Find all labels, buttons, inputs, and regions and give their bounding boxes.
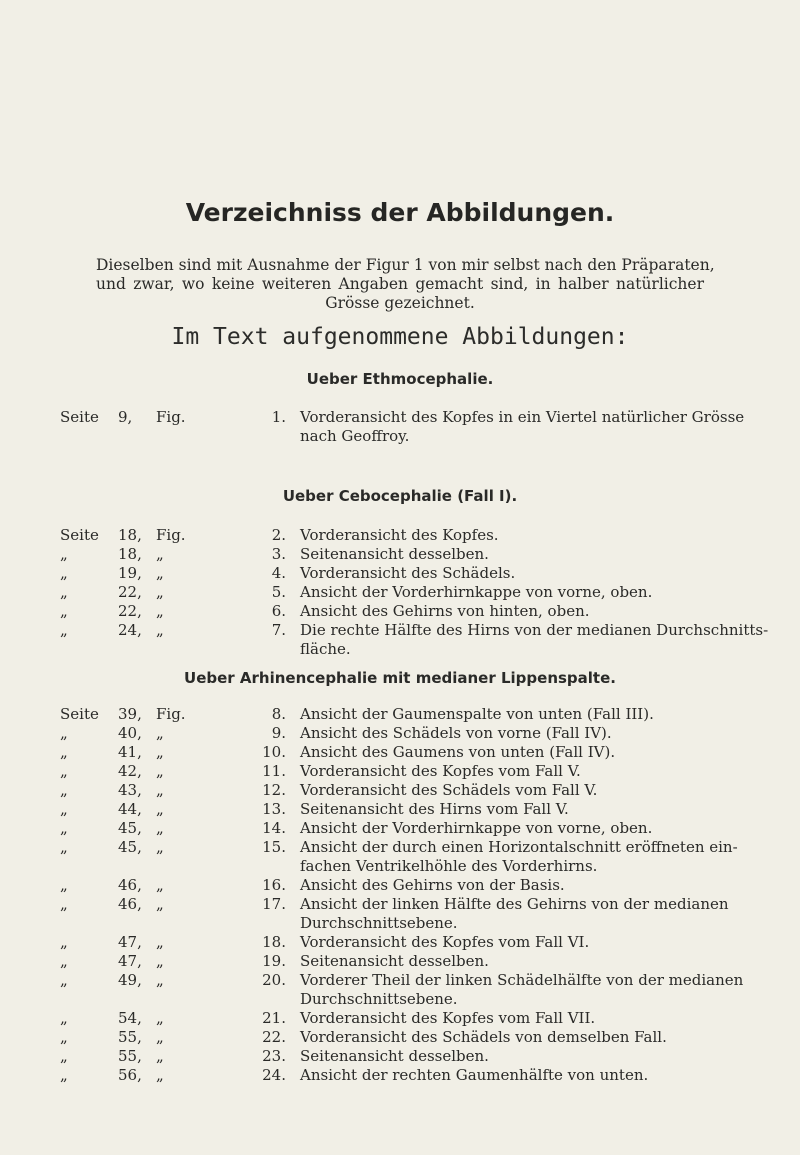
entry-seite-label: „ (60, 583, 68, 601)
entry-seite-label: „ (60, 724, 68, 742)
entry-seite-label: „ (60, 819, 68, 837)
entry-seite-label: „ (60, 1047, 68, 1065)
entry-page-number: 22, (118, 583, 142, 601)
entry-figure-number: 4. (271, 564, 286, 582)
entry-page-number: 47, (118, 952, 142, 970)
entry-page-number: 56, (118, 1066, 142, 1084)
entry-seite-label: „ (60, 933, 68, 951)
figure-entry (0, 743, 800, 762)
section-subtitle: Im Text aufgenommene Abbildungen: (171, 324, 629, 350)
entry-fig-label: „ (156, 819, 164, 837)
entry-figure-number: 13. (262, 800, 286, 818)
figure-entry (0, 564, 800, 583)
entry-page-number: 54, (118, 1009, 142, 1027)
entry-fig-label: „ (156, 781, 164, 799)
entry-description: Seitenansicht des Hirns vom Fall V. (300, 800, 569, 818)
figure-entry (0, 583, 800, 602)
entry-figure-number: 23. (262, 1047, 286, 1065)
entry-fig-label: „ (156, 762, 164, 780)
entry-description: Seitenansicht desselben. (300, 545, 489, 563)
entry-seite-label: „ (60, 1066, 68, 1084)
entry-page-number: 39, (118, 705, 142, 723)
entry-figure-number: 6. (271, 602, 286, 620)
entry-fig-label: „ (156, 800, 164, 818)
entry-page-number: 42, (118, 762, 142, 780)
entry-seite-label: „ (60, 971, 68, 989)
entry-seite-label: „ (60, 545, 68, 563)
entry-fig-label: „ (156, 724, 164, 742)
entry-fig-label: Fig. (156, 526, 186, 544)
entry-fig-label: „ (156, 838, 164, 856)
entry-figure-number: 19. (262, 952, 286, 970)
section-heading: Ueber Arhinencephalie mit medianer Lippenspalte. (184, 669, 616, 687)
entry-fig-label: „ (156, 602, 164, 620)
entry-page-number: 55, (118, 1047, 142, 1065)
entry-fig-label: „ (156, 583, 164, 601)
entry-description: Vorderansicht des Schädels. (300, 564, 516, 582)
figure-entry (0, 408, 800, 427)
entry-description: Seitenansicht desselben. (300, 952, 489, 970)
entry-figure-number: 9. (271, 724, 286, 742)
entry-description: Vorderansicht des Kopfes vom Fall VII. (300, 1009, 596, 1027)
figure-entry (0, 526, 800, 545)
entry-description: Ansicht der Vorderhirnkappe von vorne, oben. (300, 819, 653, 837)
entry-figure-number: 22. (262, 1028, 286, 1046)
entry-seite-label: „ (60, 621, 68, 639)
entry-fig-label: „ (156, 1028, 164, 1046)
section-heading: Ueber Cebocephalie (Fall I). (282, 487, 518, 505)
entry-page-number: 18, (118, 545, 142, 563)
entry-fig-label: Fig. (156, 705, 186, 723)
entry-description: Seitenansicht desselben. (300, 1047, 489, 1065)
entry-description: Ansicht der durch einen Horizontalschnitt eröffneten ein- (300, 838, 738, 856)
figure-entry (0, 838, 800, 857)
entry-fig-label: „ (156, 743, 164, 761)
entry-figure-number: 15. (262, 838, 286, 856)
entry-figure-number: 21. (262, 1009, 286, 1027)
entry-description: Ansicht der linken Hälfte des Gehirns von der medianen (300, 895, 729, 913)
entry-seite-label: „ (60, 781, 68, 799)
entry-figure-number: 10. (262, 743, 286, 761)
entry-seite-label: „ (60, 800, 68, 818)
entry-figure-number: 8. (271, 705, 286, 723)
entry-fig-label: „ (156, 1047, 164, 1065)
entry-figure-number: 11. (262, 762, 286, 780)
entry-figure-number: 12. (262, 781, 286, 799)
entry-fig-label: „ (156, 621, 164, 639)
figure-entry (0, 1066, 800, 1085)
figure-entry (0, 762, 800, 781)
entry-seite-label: „ (60, 895, 68, 913)
figure-entry (0, 724, 800, 743)
entry-seite-label: Seite (60, 408, 99, 426)
figure-entry (0, 1009, 800, 1028)
entry-figure-number: 20. (262, 971, 286, 989)
entry-description-continuation: Durchschnittsebene. (300, 914, 458, 932)
entry-page-number: 40, (118, 724, 142, 742)
entry-page-number: 18, (118, 526, 142, 544)
figure-entry (0, 705, 800, 724)
entry-figure-number: 14. (262, 819, 286, 837)
entry-fig-label: „ (156, 1066, 164, 1084)
entry-fig-label: „ (156, 545, 164, 563)
entry-seite-label: „ (60, 743, 68, 761)
entry-description: Ansicht des Gehirns von der Basis. (300, 876, 565, 894)
entry-figure-number: 3. (271, 545, 286, 563)
intro-paragraph (96, 256, 715, 313)
entry-fig-label: „ (156, 876, 164, 894)
entry-seite-label: „ (60, 952, 68, 970)
entry-seite-label: „ (60, 762, 68, 780)
entry-description: Ansicht der Vorderhirnkappe von vorne, oben. (300, 583, 653, 601)
entry-fig-label: „ (156, 1009, 164, 1027)
entry-figure-number: 24. (262, 1066, 286, 1084)
figure-entry (0, 621, 800, 640)
entry-seite-label: „ (60, 1009, 68, 1027)
entry-page-number: 45, (118, 838, 142, 856)
entry-description-continuation: nach Geoffroy. (300, 427, 410, 445)
entry-seite-label: „ (60, 564, 68, 582)
figure-entry (0, 1028, 800, 1047)
figure-entry (0, 800, 800, 819)
entry-seite-label: Seite (60, 705, 99, 723)
entry-seite-label: „ (60, 1028, 68, 1046)
entry-description: Vorderansicht des Kopfes. (300, 526, 499, 544)
entry-fig-label: „ (156, 564, 164, 582)
entry-page-number: 19, (118, 564, 142, 582)
entry-page-number: 44, (118, 800, 142, 818)
entry-description: Vorderansicht des Kopfes in ein Viertel natürlicher Grösse (300, 408, 745, 426)
entry-fig-label: Fig. (156, 408, 186, 426)
entry-description: Ansicht des Schädels von vorne (Fall IV). (300, 724, 612, 742)
entry-seite-label: „ (60, 602, 68, 620)
figure-entry (0, 952, 800, 971)
entry-fig-label: „ (156, 971, 164, 989)
entry-description: Vorderer Theil der linken Schädelhälfte von der medianen (300, 971, 744, 989)
entry-page-number: 43, (118, 781, 142, 799)
entry-figure-number: 5. (271, 583, 286, 601)
figure-entry (0, 876, 800, 895)
section-heading: Ueber Ethmocephalie. (306, 370, 494, 388)
intro-line: Dieselben sind mit Ausnahme der Figur 1 von mir selbst nach den Präparaten, (96, 256, 715, 274)
entry-fig-label: „ (156, 895, 164, 913)
entry-seite-label: „ (60, 876, 68, 894)
entry-description-continuation: Durchschnittsebene. (300, 990, 458, 1008)
figure-entry (0, 1047, 800, 1066)
entry-fig-label: „ (156, 933, 164, 951)
intro-line: Grösse gezeichnet. (325, 294, 475, 312)
entry-page-number: 55, (118, 1028, 142, 1046)
entry-description: Ansicht der Gaumenspalte von unten (Fall III). (300, 705, 654, 723)
entry-figure-number: 2. (271, 526, 286, 544)
entry-page-number: 47, (118, 933, 142, 951)
figure-entry (0, 933, 800, 952)
entry-description: Ansicht der rechten Gaumenhälfte von unten. (300, 1066, 649, 1084)
entry-page-number: 22, (118, 602, 142, 620)
entry-description: Vorderansicht des Kopfes vom Fall V. (300, 762, 581, 780)
entry-seite-label: „ (60, 838, 68, 856)
entry-fig-label: „ (156, 952, 164, 970)
intro-line: und zwar, wo keine weiteren Angaben gemacht sind, in halber natürlicher (96, 275, 704, 293)
entry-page-number: 46, (118, 876, 142, 894)
entry-description: Ansicht des Gaumens von unten (Fall IV). (300, 743, 616, 761)
entry-description: Ansicht des Gehirns von hinten, oben. (300, 602, 590, 620)
figure-entry (0, 895, 800, 914)
entry-description: Vorderansicht des Kopfes vom Fall VI. (300, 933, 590, 951)
entry-description: Vorderansicht des Schädels von demselben Fall. (300, 1028, 667, 1046)
figure-entry (0, 602, 800, 621)
entry-page-number: 24, (118, 621, 142, 639)
entry-page-number: 45, (118, 819, 142, 837)
entry-figure-number: 17. (262, 895, 286, 913)
entry-page-number: 9, (118, 408, 133, 426)
figure-entry (0, 819, 800, 838)
figure-entry (0, 545, 800, 564)
entry-seite-label: Seite (60, 526, 99, 544)
entry-description-continuation: fachen Ventrikelhöhle des Vorderhirns. (300, 857, 598, 875)
page-title: Verzeichniss der Abbildungen. (185, 198, 615, 227)
entry-description: Vorderansicht des Schädels vom Fall V. (300, 781, 598, 799)
entry-figure-number: 7. (271, 621, 286, 639)
entry-figure-number: 18. (262, 933, 286, 951)
entry-figure-number: 16. (262, 876, 286, 894)
entry-description: Die rechte Hälfte des Hirns von der medianen Durchschnitts- (300, 621, 769, 639)
entry-description-continuation: fläche. (300, 640, 351, 658)
entry-page-number: 46, (118, 895, 142, 913)
entry-page-number: 41, (118, 743, 142, 761)
figure-entry (0, 781, 800, 800)
entry-page-number: 49, (118, 971, 142, 989)
entry-figure-number: 1. (271, 408, 286, 426)
figure-entry (0, 971, 800, 990)
